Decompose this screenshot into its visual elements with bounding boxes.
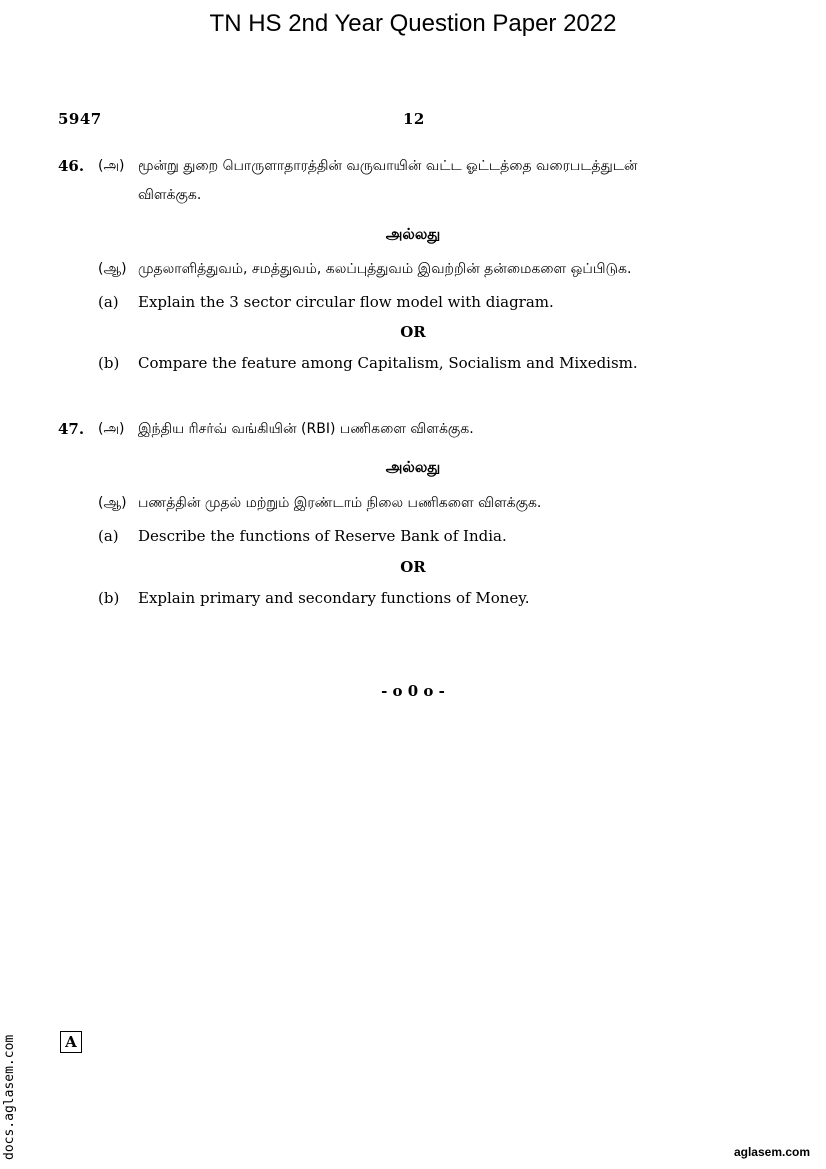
q47-english-or: OR [400, 558, 426, 576]
q46-english-or: OR [400, 323, 426, 341]
side-watermark: docs.aglasem.com [2, 1034, 17, 1160]
question-number-47: 47. [58, 420, 85, 438]
footer-watermark: aglasem.com [733, 1145, 810, 1159]
q46-tamil-a-line1: மூன்று துறை பொருளாதாரத்தின் வருவாயின் வட்ட ஓட்டத்தை வரைபடத்துடன் [138, 158, 638, 174]
question-number-46: 46. [58, 157, 85, 175]
q47-tamil-or: அல்லது [385, 458, 441, 476]
q46-english-a-label: (a) [98, 293, 119, 311]
q47-tamil-a-line1: இந்திய ரிசர்வ் வங்கியின் (RBI) பணிகளை விளக்குக. [138, 421, 474, 437]
q46-tamil-a-line2: விளக்குக. [138, 187, 202, 203]
q47-tamil-a-label: (அ) [98, 421, 125, 437]
q46-english-b-label: (b) [98, 354, 120, 372]
q46-tamil-b-label: (ஆ) [98, 261, 127, 277]
q47-english-b-text: Explain primary and secondary functions of Money. [138, 589, 530, 607]
q47-english-a-text: Describe the functions of Reserve Bank of India. [138, 527, 507, 545]
q47-english-a-label: (a) [98, 527, 119, 545]
page-number: 12 [403, 110, 425, 128]
page-title: TN HS 2nd Year Question Paper 2022 [209, 10, 617, 37]
q47-english-b-label: (b) [98, 589, 120, 607]
set-label-box: A [60, 1031, 82, 1053]
q46-english-b-text: Compare the feature among Capitalism, Socialism and Mixedism. [138, 354, 638, 372]
q46-tamil-or: அல்லது [385, 225, 441, 243]
q47-tamil-b-text: பணத்தின் முதல் மற்றும் இரண்டாம் நிலை பணிகளை விளக்குக. [138, 495, 542, 511]
end-marker: - o 0 o - [381, 682, 445, 700]
q46-tamil-b-text: முதலாளித்துவம், சமத்துவம், கலப்புத்துவம் இவற்றின் தன்மைகளை ஒப்பிடுக. [138, 261, 632, 277]
q46-tamil-a-label: (அ) [98, 158, 125, 174]
paper-code: 5947 [58, 110, 102, 128]
q46-english-a-text: Explain the 3 sector circular flow model with diagram. [138, 293, 554, 311]
q47-tamil-b-label: (ஆ) [98, 495, 127, 511]
